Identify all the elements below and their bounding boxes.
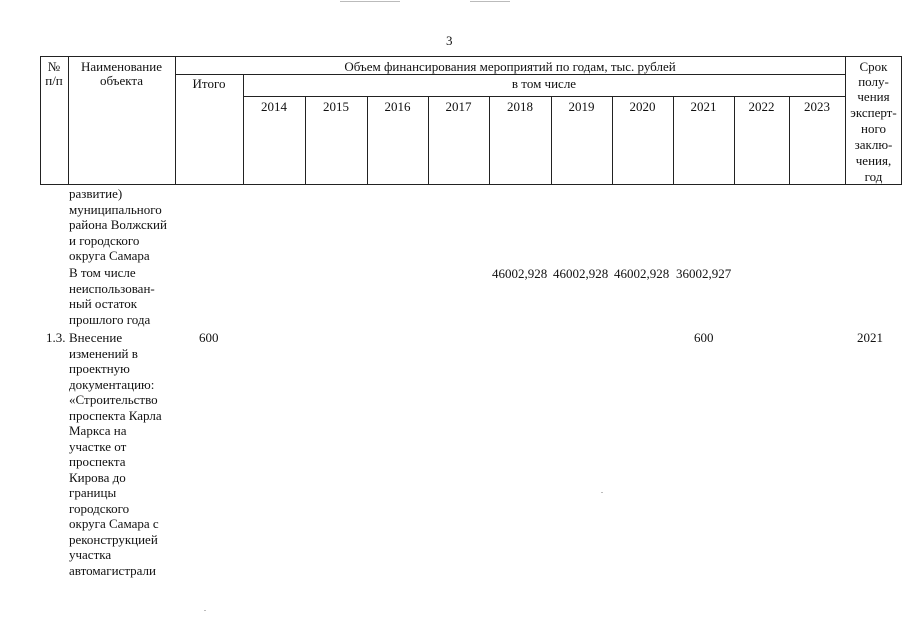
header-year-2014: 2014 [261,99,287,114]
header-deadline-2: полу- [858,74,889,89]
header-deadline-1: Срок [859,59,888,74]
row-name-line: автомагистрали [69,562,156,578]
cell-2021: 36002,927 [676,266,732,281]
header-year-2020: 2020 [629,99,656,114]
header-deadline-6: заклю- [854,137,893,152]
header-num-label-1: № [47,59,61,74]
row-name-line: городского [69,500,130,516]
row-name-line: реконструкцией [69,531,158,547]
header-name-label-1: Наименование [81,59,162,74]
row-name-line: Кирова до [69,469,126,485]
table-row [69,186,167,264]
row-name-line: неиспользован- [69,280,155,296]
row-name-line: участка [69,547,112,562]
cell-total: 600 [199,330,219,345]
header-year-2015: 2015 [323,99,349,114]
scan-speck [601,492,603,493]
header-deadline-4: эксперт- [850,105,897,120]
scan-artifact [340,1,400,2]
page-number: 3 [446,33,453,48]
row-name-line: района Волжский [69,217,167,232]
header-year-2017: 2017 [445,99,472,114]
row-name-line: изменений в [69,345,138,361]
row-name-line: Маркса на [69,423,127,438]
cell-deadline: 2021 [857,330,883,345]
row-name-line: муниципального [69,201,162,217]
row-name-line: проспекта Карла [69,407,162,423]
header-year-2019: 2019 [568,99,595,114]
header-deadline-7: чения, [855,153,892,168]
row-number: 1.3. [46,330,66,345]
header-year-2021: 2021 [690,99,717,114]
cell-2019: 46002,928 [553,266,609,281]
cell-2021: 600 [694,330,714,345]
cell-2020: 46002,928 [614,266,670,281]
row-name-line: ный остаток [69,296,138,311]
table-row [69,330,162,578]
header-deadline-3: чения [857,89,890,104]
table-row [69,265,155,327]
row-name-line: В том числе [69,265,136,280]
row-name-line: прошлого года [69,311,151,327]
row-name-line: округа Самара [69,248,150,263]
header-total-label: Итого [192,76,226,91]
row-name-line: участке от [69,438,127,454]
header-including-label: в том числе [511,76,577,91]
row-name-line: округа Самара с [69,516,159,531]
header-name-label-2: объекта [99,73,144,88]
row-name-line: проспекта [69,454,126,469]
row-name-line: «Строительство [69,392,158,407]
header-num-label-2: п/п [45,73,63,88]
row-name-line: границы [69,485,117,500]
cell-2018: 46002,928 [492,266,548,281]
row-name-line: Внесение [69,330,123,345]
row-name-line: документацию: [69,376,155,392]
scan-artifact [470,1,510,2]
header-year-2018: 2018 [507,99,533,114]
header-year-2022: 2022 [748,99,775,114]
scan-speck [204,610,206,611]
header-year-2023: 2023 [804,99,830,114]
row-name-line: и городского [69,232,140,248]
row-name-line: проектную [69,361,130,376]
header-deadline-8: год [864,169,883,184]
row-name-line: развитие) [69,186,123,201]
header-financing-label: Объем финансирования мероприятий по годам, тыс. рублей [344,59,676,74]
header-deadline-5: ного [861,121,886,136]
header-year-2016: 2016 [384,99,411,114]
